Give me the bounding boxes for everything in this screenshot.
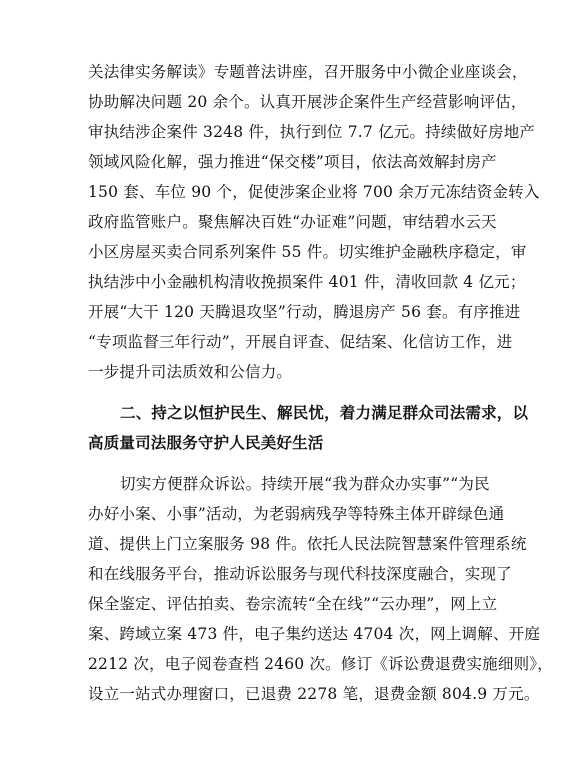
paragraph-line: 办好小案、小事”活动，为老弱病残孕等特殊主体开辟绿色通 (88, 505, 505, 523)
paragraph-line: 政府监管账户。聚焦解决百姓“办证难”问题，审结碧水云天 (88, 213, 497, 231)
paragraph-line: 设立一站式办理窗口，已退费 2278 笔，退费金额 804.9 万元。 (88, 685, 540, 703)
paragraph-line: 领域风险化解，强力推进“保交楼”项目，依法高效解封房产 (88, 153, 497, 171)
section-heading: 高质量司法服务守护人民美好生活 (88, 433, 324, 452)
paragraph-line: 一步提升司法质效和公信力。 (88, 363, 293, 381)
paragraph-line: 关法律实务解读》专题普法讲座，召开服务中小微企业座谈会， (88, 63, 528, 81)
section-heading: 二、持之以恒护民生、解民忧，着力满足群众司法需求，以 (120, 403, 529, 422)
paragraph-line: “专项监督三年行动”，开展自评查、促结案、化信访工作，进 (88, 333, 513, 351)
paragraph-line: 开展“大干 120 天腾退攻坚”行动，腾退房产 56 套。有序推进 (88, 303, 521, 321)
paragraph-line: 案、跨域立案 473 件，电子集约送达 4704 次，网上调解、开庭 (88, 625, 541, 643)
paragraph-line: 保全鉴定、评估拍卖、卷宗流转“全在线”“云办理”，网上立 (88, 595, 498, 613)
paragraph-line: 道、提供上门立案服务 98 件。依托人民法院智慧案件管理系统 (88, 535, 527, 553)
paragraph-line: 2212 次，电子阅卷查档 2460 次。修订《诉讼费退费实施细则》， (88, 655, 553, 673)
paragraph-line: 执结涉中小金融机构清收挽损案件 401 件，清收回款 4 亿元； (88, 273, 526, 291)
paragraph-line: 切实方便群众诉讼。持续开展“我为群众办实事”“为民 (120, 475, 490, 493)
paragraph-line: 协助解决问题 20 余个。认真开展涉企案件生产经营影响评估， (88, 93, 527, 111)
paragraph-line: 150 套、车位 90 个，促使涉案企业将 700 余万元冻结资金转入 (88, 183, 540, 201)
paragraph-line: 和在线服务平台，推动诉讼服务与现代科技深度融合，实现了 (88, 565, 512, 583)
paragraph-line: 小区房屋买卖合同系列案件 55 件。切实维护金融秩序稳定，审 (88, 243, 527, 261)
paragraph-line: 审执结涉企案件 3248 件，执行到位 7.7 亿元。持续做好房地产 (88, 123, 536, 141)
